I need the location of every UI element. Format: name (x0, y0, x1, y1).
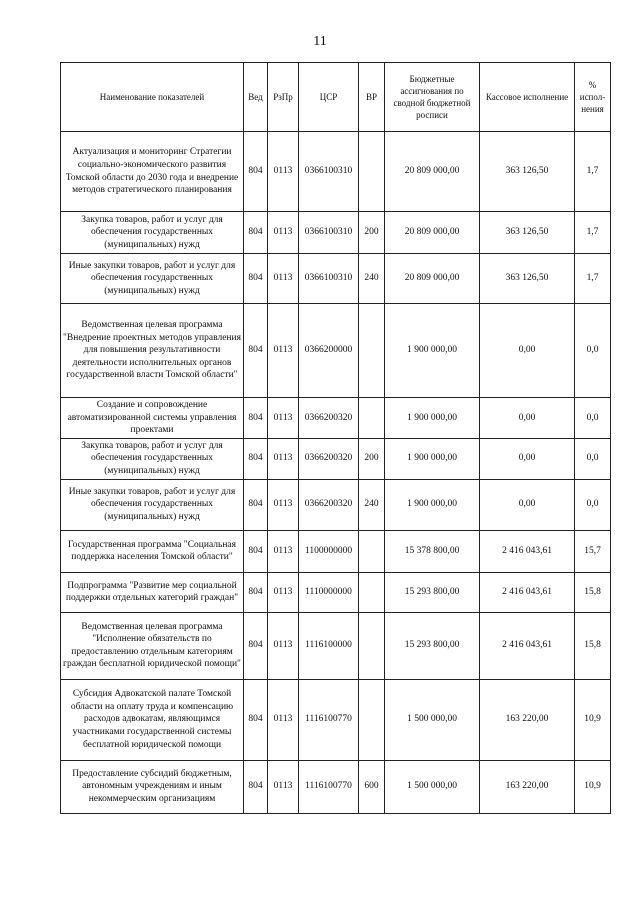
row-budget: 1 900 000,00 (385, 438, 480, 479)
row-vr (359, 132, 385, 212)
row-vr (359, 530, 385, 572)
row-budget: 1 900 000,00 (385, 304, 480, 398)
header-ved: Вед (244, 63, 268, 132)
row-budget: 15 378 800,00 (385, 530, 480, 572)
header-pct: % испол-нения (575, 63, 611, 132)
table-row (61, 212, 611, 254)
row-cash: 2 416 043,61 (480, 530, 575, 572)
row-ved: 804 (244, 132, 268, 212)
row-csr: 0366200320 (299, 479, 359, 530)
row-cash: 363 126,50 (480, 212, 575, 254)
row-ved: 804 (244, 572, 268, 612)
table-row (61, 679, 611, 760)
row-vr: 240 (359, 479, 385, 530)
row-csr: 1116100000 (299, 612, 359, 679)
row-cash: 0,00 (480, 479, 575, 530)
row-pct: 15,8 (575, 612, 611, 679)
row-pct: 1,7 (575, 212, 611, 254)
row-ved: 804 (244, 438, 268, 479)
row-cash: 0,00 (480, 438, 575, 479)
row-name: Иные закупки товаров, работ и услуг для обеспечения государственных (муниципальных) нужд (61, 479, 244, 530)
row-ved: 804 (244, 479, 268, 530)
row-rzpr: 0113 (268, 530, 299, 572)
row-pct: 1,7 (575, 254, 611, 304)
row-pct: 15,7 (575, 530, 611, 572)
row-rzpr: 0113 (268, 132, 299, 212)
row-vr (359, 679, 385, 760)
header-budget: Бюджетные ассигнования по сводной бюджетной росписи (385, 63, 480, 132)
row-budget: 1 500 000,00 (385, 760, 480, 813)
row-rzpr: 0113 (268, 438, 299, 479)
header-csr: ЦСР (299, 63, 359, 132)
budget-table (60, 62, 611, 814)
table-row (61, 398, 611, 439)
row-csr: 0366100310 (299, 254, 359, 304)
row-pct: 0,0 (575, 479, 611, 530)
row-rzpr: 0113 (268, 479, 299, 530)
table-row (61, 760, 611, 813)
row-name: Закупка товаров, работ и услуг для обеспечения государственных (муниципальных) нужд (61, 212, 244, 254)
row-ved: 804 (244, 530, 268, 572)
row-cash: 163 220,00 (480, 760, 575, 813)
header-name: Наименование показателей (61, 63, 244, 132)
row-rzpr: 0113 (268, 254, 299, 304)
row-cash: 163 220,00 (480, 679, 575, 760)
row-name: Ведомственная целевая программа "Исполнение обязательств по предоставлению отдельным категориям граждан бесплатной юридической помощи" (61, 612, 244, 679)
row-pct: 0,0 (575, 304, 611, 398)
row-name: Государственная программа "Социальная поддержка населения Томской области" (61, 530, 244, 572)
row-budget: 1 900 000,00 (385, 398, 480, 439)
row-vr: 240 (359, 254, 385, 304)
row-cash: 2 416 043,61 (480, 612, 575, 679)
row-cash: 0,00 (480, 304, 575, 398)
row-csr: 0366100310 (299, 212, 359, 254)
row-rzpr: 0113 (268, 679, 299, 760)
row-csr: 0366200000 (299, 304, 359, 398)
row-name: Подпрограмма "Развитие мер социальной поддержки отдельных категорий граждан" (61, 572, 244, 612)
row-pct: 0,0 (575, 438, 611, 479)
row-csr: 0366100310 (299, 132, 359, 212)
row-vr: 200 (359, 438, 385, 479)
table-row (61, 132, 611, 212)
row-rzpr: 0113 (268, 760, 299, 813)
row-name: Закупка товаров, работ и услуг для обеспечения государственных (муниципальных) нужд (61, 438, 244, 479)
row-rzpr: 0113 (268, 212, 299, 254)
row-budget: 20 809 000,00 (385, 132, 480, 212)
table-row (61, 530, 611, 572)
row-name: Ведомственная целевая программа "Внедрение проектных методов управления для повышения результативности деятельности исполнительных органов государственной власти Томской области" (61, 304, 244, 398)
row-budget: 1 900 000,00 (385, 479, 480, 530)
row-pct: 10,9 (575, 760, 611, 813)
table-row (61, 572, 611, 612)
row-ved: 804 (244, 398, 268, 439)
row-cash: 363 126,50 (480, 132, 575, 212)
page-number: 11 (313, 34, 327, 49)
row-name: Предоставление субсидий бюджетным, автономным учреждениям и иным некоммерческим организациям (61, 760, 244, 813)
row-pct: 15,8 (575, 572, 611, 612)
row-ved: 804 (244, 304, 268, 398)
row-budget: 15 293 800,00 (385, 572, 480, 612)
row-budget: 20 809 000,00 (385, 254, 480, 304)
table-row (61, 304, 611, 398)
row-ved: 804 (244, 612, 268, 679)
header-rzpr: РзПр (268, 63, 299, 132)
row-vr (359, 612, 385, 679)
row-csr: 0366200320 (299, 438, 359, 479)
row-pct: 10,9 (575, 679, 611, 760)
row-csr: 0366200320 (299, 398, 359, 439)
row-name: Субсидия Адвокатской палате Томской области на оплату труда и компенсацию расходов адвокатам, являющимся участниками государственной системы бесплатной юридической помощи (61, 679, 244, 760)
row-cash: 0,00 (480, 398, 575, 439)
row-ved: 804 (244, 254, 268, 304)
row-name: Иные закупки товаров, работ и услуг для обеспечения государственных (муниципальных) нужд (61, 254, 244, 304)
table-row (61, 479, 611, 530)
row-vr (359, 572, 385, 612)
header-vr: ВР (359, 63, 385, 132)
row-csr: 1110000000 (299, 572, 359, 612)
row-rzpr: 0113 (268, 612, 299, 679)
row-pct: 0,0 (575, 398, 611, 439)
row-budget: 1 500 000,00 (385, 679, 480, 760)
row-rzpr: 0113 (268, 398, 299, 439)
row-name: Создание и сопровождение автоматизированной системы управления проектами (61, 398, 244, 439)
row-cash: 2 416 043,61 (480, 572, 575, 612)
header-cash: Кассовое исполнение (480, 63, 575, 132)
row-ved: 804 (244, 679, 268, 760)
table-header-row (61, 63, 611, 132)
row-name: Актуализация и мониторинг Стратегии социально-экономического развития Томской области до 2030 года и внедрение методов стратегического планирования (61, 132, 244, 212)
table-row (61, 612, 611, 679)
row-csr: 1100000000 (299, 530, 359, 572)
row-vr: 200 (359, 212, 385, 254)
table-row (61, 438, 611, 479)
row-budget: 20 809 000,00 (385, 212, 480, 254)
row-rzpr: 0113 (268, 572, 299, 612)
row-pct: 1,7 (575, 132, 611, 212)
row-rzpr: 0113 (268, 304, 299, 398)
row-vr (359, 398, 385, 439)
row-vr: 600 (359, 760, 385, 813)
row-csr: 1116100770 (299, 679, 359, 760)
row-cash: 363 126,50 (480, 254, 575, 304)
row-ved: 804 (244, 760, 268, 813)
table-row (61, 254, 611, 304)
row-ved: 804 (244, 212, 268, 254)
row-budget: 15 293 800,00 (385, 612, 480, 679)
row-vr (359, 304, 385, 398)
row-csr: 1116100770 (299, 760, 359, 813)
